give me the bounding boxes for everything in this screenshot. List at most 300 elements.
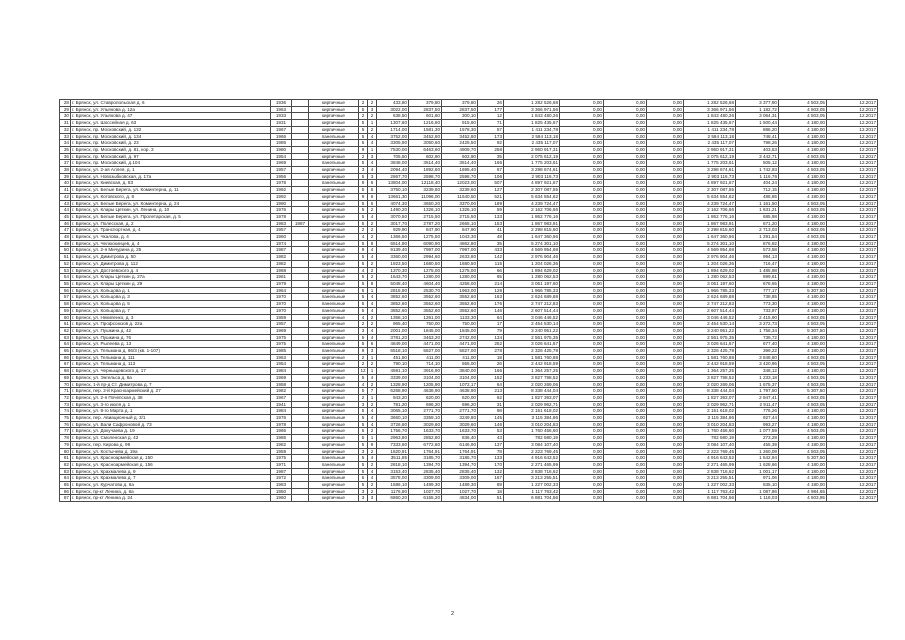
cell-residents: 53 — [478, 428, 504, 435]
cell-cost-per-sqm: 1 500,44 — [736, 120, 779, 127]
cell-cost-fund-3: 0,00 — [647, 126, 684, 133]
cell-address: г. Брянск, ул. Курчатова д. 6а — [71, 482, 271, 489]
cell-living-area: 620,00 — [409, 394, 442, 401]
cell-residential-area: 3309,00 — [442, 475, 478, 482]
cell-max-cost-per-sqm: 4 180,00 — [779, 415, 827, 422]
cell-deadline: 12.2017 — [827, 100, 878, 107]
cell-deadline: 12.2017 — [827, 280, 878, 287]
cell-floors: 2 — [359, 153, 368, 160]
cell-year-commissioned — [292, 361, 309, 368]
cell-cost-fund-3: 0,00 — [647, 348, 684, 355]
cell-entrances: 4 — [368, 160, 377, 167]
cell-floors: 5 — [359, 408, 368, 415]
cell-row-number: 39 — [60, 173, 71, 180]
cell-max-cost-per-sqm: 4 180,00 — [779, 120, 827, 127]
cell-cost-fund-2: 0,00 — [604, 267, 647, 274]
cell-floors: 5 — [359, 173, 368, 180]
cell-row-number: 86 — [60, 488, 71, 495]
table-row — [60, 173, 878, 180]
table-row — [60, 247, 878, 254]
cell-year-built: 1978 — [271, 213, 292, 220]
cell-wall-material: кирпичные — [309, 126, 359, 133]
cell-residents: 31 — [478, 401, 504, 408]
cell-cost-per-sqm: 1 631,21 — [736, 207, 779, 214]
cell-residents: 65 — [478, 274, 504, 281]
cell-wall-material: панельные — [309, 475, 359, 482]
cell-cost-per-sqm: 1 628,66 — [736, 461, 779, 468]
cell-cost-fund-1: 0,00 — [560, 334, 604, 341]
cell-year-commissioned — [292, 227, 309, 234]
table-row — [60, 455, 878, 462]
cell-entrances: 2 — [368, 260, 377, 267]
cell-total-area: 6514,90 — [377, 240, 409, 247]
cell-year-built: 1972 — [271, 475, 292, 482]
cell-address: г. Брянск, пр. Московский, д.104 — [71, 160, 271, 167]
cell-total-area: 2094,40 — [377, 167, 409, 174]
cell-floors: 5 — [359, 307, 368, 314]
cell-year-commissioned — [292, 247, 309, 254]
cell-floors: 4 — [359, 234, 368, 241]
cell-cost-fund-3: 0,00 — [647, 153, 684, 160]
cell-entrances: 8 — [368, 280, 377, 287]
cell-max-cost-per-sqm: 4 503,05 — [779, 394, 827, 401]
table-row — [60, 267, 878, 274]
cell-cost-owners: 782 580,19 — [684, 435, 736, 442]
cell-entrances: 5 — [368, 200, 377, 207]
cell-wall-material: кирпичные — [309, 247, 359, 254]
cell-year-built: 1984 — [271, 408, 292, 415]
cell-cost-fund-2: 0,00 — [604, 448, 647, 455]
cell-row-number: 68 — [60, 368, 71, 375]
cell-year-built: 1992 — [271, 187, 292, 194]
cell-year-built: 1969 — [271, 160, 292, 167]
cell-total-area: 3752,00 — [377, 133, 409, 140]
cell-wall-material: кирпичные — [309, 153, 359, 160]
cell-year-commissioned — [292, 146, 309, 153]
cell-wall-material: кирпичные — [309, 193, 359, 200]
cell-residents: 64 — [478, 381, 504, 388]
cell-floors: 5 — [359, 455, 368, 462]
cell-wall-material: панельные — [309, 294, 359, 301]
cell-max-cost-per-sqm: 4 180,00 — [779, 160, 827, 167]
cell-cost-fund-1: 0,00 — [560, 301, 604, 308]
cell-residents: 189 — [478, 200, 504, 207]
cell-residents: 252 — [478, 341, 504, 348]
cell-wall-material: кирпичные — [309, 213, 359, 220]
cell-total-cost: 2 561 975,35 — [504, 334, 560, 341]
cell-year-built: 1990 — [271, 200, 292, 207]
cell-year-commissioned — [292, 401, 309, 408]
cell-address: г. Брянск, ул. Челюскинцев, д. 4 — [71, 240, 271, 247]
cell-max-cost-per-sqm: 4 180,00 — [779, 482, 827, 489]
cell-deadline: 12.2017 — [827, 287, 878, 294]
cell-wall-material: кирпичные — [309, 274, 359, 281]
cell-residential-area: 2837,50 — [442, 106, 478, 113]
cell-residents: 213 — [478, 388, 504, 395]
cell-residential-area: 4862,80 — [442, 240, 478, 247]
cell-total-area: 13804,00 — [377, 180, 409, 187]
cell-cost-owners: 2 326 425,78 — [684, 348, 736, 355]
cell-address: г. Брянск, ул. Докучаева д. 19 — [71, 428, 271, 435]
cell-max-cost-per-sqm: 4 180,00 — [779, 307, 827, 314]
cell-cost-fund-2: 0,00 — [604, 100, 647, 107]
cell-cost-fund-3: 0,00 — [647, 421, 684, 428]
cell-max-cost-per-sqm: 5 307,50 — [779, 327, 827, 334]
cell-total-area: 3360,00 — [377, 254, 409, 261]
cell-max-cost-per-sqm: 5 307,50 — [779, 287, 827, 294]
cell-cost-fund-2: 0,00 — [604, 167, 647, 174]
cell-year-commissioned — [292, 160, 309, 167]
cell-residential-area: 2742,00 — [442, 334, 478, 341]
cell-living-area: 3650,20 — [409, 200, 442, 207]
cell-cost-owners: 1 411 234,78 — [684, 126, 736, 133]
cell-cost-per-sqm: 3 442,71 — [736, 153, 779, 160]
cell-cost-fund-3: 0,00 — [647, 307, 684, 314]
cell-address: г. Брянск, ул. Тельмана д. 66/3 (кв. 1-107) — [71, 348, 271, 355]
cell-cost-fund-1: 0,00 — [560, 213, 604, 220]
cell-entrances: 2 — [368, 314, 377, 321]
cell-floors: 2 — [359, 354, 368, 361]
cell-total-cost: 2 298 815,60 — [504, 227, 560, 234]
cell-row-number: 45 — [60, 213, 71, 220]
cell-year-commissioned — [292, 448, 309, 455]
cell-living-area: 3552,60 — [409, 294, 442, 301]
cell-floors: 3 — [359, 448, 368, 455]
cell-cost-fund-2: 0,00 — [604, 153, 647, 160]
cell-cost-fund-1: 0,00 — [560, 126, 604, 133]
cell-year-built: 1978 — [271, 180, 292, 187]
cell-residents: 167 — [478, 475, 504, 482]
cell-residents: 166 — [478, 160, 504, 167]
cell-total-area: 4849,00 — [377, 341, 409, 348]
cell-residential-area: 602,90 — [442, 153, 478, 160]
cell-deadline: 12.2017 — [827, 495, 878, 502]
cell-floors: 5 — [359, 468, 368, 475]
cell-max-cost-per-sqm: 4 984,65 — [779, 488, 827, 495]
cell-residents: 176 — [478, 301, 504, 308]
cell-max-cost-per-sqm: 4 180,00 — [779, 193, 827, 200]
cell-cost-per-sqm: 739,72 — [736, 334, 779, 341]
cell-cost-fund-2: 0,00 — [604, 193, 647, 200]
cell-cost-owners: 1 867 983,91 — [684, 220, 736, 227]
cell-total-cost: 1 825 435,67 — [504, 120, 560, 127]
cell-year-commissioned — [292, 100, 309, 107]
cell-deadline: 12.2017 — [827, 341, 878, 348]
cell-entrances: 6 — [368, 180, 377, 187]
cell-cost-fund-3: 0,00 — [647, 180, 684, 187]
table-row — [60, 334, 878, 341]
cell-max-cost-per-sqm: 4 503,05 — [779, 374, 827, 381]
cell-entrances: 2 — [368, 461, 377, 468]
cell-living-area: 1633,70 — [409, 428, 442, 435]
cell-row-number: 43 — [60, 200, 71, 207]
cell-cost-per-sqm: 1 756,34 — [736, 327, 779, 334]
cell-year-commissioned — [292, 254, 309, 261]
cell-row-number: 44 — [60, 207, 71, 214]
cell-address: г. Брянск, ул. Пушкина д. 76 — [71, 334, 271, 341]
cell-cost-owners: 2 435 117,07 — [684, 140, 736, 147]
cell-wall-material: кирпичные — [309, 167, 359, 174]
cell-cost-per-sqm: 733,97 — [736, 307, 779, 314]
cell-row-number: 56 — [60, 287, 71, 294]
cell-cost-owners: 2 298 815,60 — [684, 227, 736, 234]
table-row — [60, 401, 878, 408]
cell-cost-fund-1: 0,00 — [560, 368, 604, 375]
cell-cost-fund-3: 0,00 — [647, 381, 684, 388]
cell-total-area: 929,90 — [377, 227, 409, 234]
cell-cost-owners: 5 634 554,62 — [684, 193, 736, 200]
table-row — [60, 348, 878, 355]
cell-cost-fund-2: 0,00 — [604, 455, 647, 462]
cell-wall-material: кирпичные — [309, 428, 359, 435]
cell-entrances: 2 — [368, 220, 377, 227]
cell-wall-material: кирпичные — [309, 394, 359, 401]
cell-total-cost: 2 950 917,31 — [504, 146, 560, 153]
cell-cost-fund-2: 0,00 — [604, 187, 647, 194]
cell-cost-owners: 3 298 674,61 — [684, 167, 736, 174]
cell-total-area: 781,20 — [377, 401, 409, 408]
cell-entrances: 5 — [368, 187, 377, 194]
cell-wall-material: кирпичные — [309, 495, 359, 502]
cell-max-cost-per-sqm: 4 503,05 — [779, 401, 827, 408]
cell-wall-material: кирпичные — [309, 200, 359, 207]
cell-cost-owners: 1 364 257,25 — [684, 368, 736, 375]
cell-floors: 2 — [359, 361, 368, 368]
cell-year-commissioned — [292, 167, 309, 174]
cell-residents: 214 — [478, 280, 504, 287]
cell-cost-per-sqm: 2 947,41 — [736, 394, 779, 401]
cell-residents: 133 — [478, 213, 504, 220]
cell-total-area: 1923,50 — [377, 260, 409, 267]
cell-year-built: 1980 — [271, 146, 292, 153]
cell-residential-area: 3185,70 — [442, 455, 478, 462]
cell-cost-fund-2: 0,00 — [604, 461, 647, 468]
cell-year-commissioned — [292, 260, 309, 267]
cell-total-area: 1328,90 — [377, 381, 409, 388]
cell-floors: 5 — [359, 126, 368, 133]
cell-max-cost-per-sqm: 4 503,05 — [779, 361, 827, 368]
cell-total-area: 7333,60 — [377, 441, 409, 448]
cell-max-cost-per-sqm: 4 503,05 — [779, 106, 827, 113]
cell-year-built: 1956 — [271, 173, 292, 180]
cell-living-area: 1581,30 — [409, 126, 442, 133]
table-row — [60, 435, 878, 442]
cell-total-cost: 3 115 384,86 — [504, 415, 560, 422]
cell-entrances: 4 — [368, 133, 377, 140]
cell-wall-material: кирпичные — [309, 267, 359, 274]
cell-total-area: 705,50 — [377, 153, 409, 160]
cell-floors: 9 — [359, 348, 368, 355]
cell-residents: 62 — [478, 394, 504, 401]
cell-residential-area: 4258,00 — [442, 280, 478, 287]
table-row — [60, 374, 878, 381]
cell-cost-fund-1: 0,00 — [560, 207, 604, 214]
cell-deadline: 12.2017 — [827, 421, 878, 428]
cell-cost-fund-1: 0,00 — [560, 247, 604, 254]
cell-living-area: 6463,60 — [409, 146, 442, 153]
cell-wall-material: кирпичные — [309, 381, 359, 388]
cell-year-built: 1976 — [271, 207, 292, 214]
cell-cost-fund-1: 0,00 — [560, 388, 604, 395]
cell-entrances: 4 — [368, 167, 377, 174]
cell-cost-fund-3: 0,00 — [647, 368, 684, 375]
cell-max-cost-per-sqm: 5 307,50 — [779, 455, 827, 462]
cell-cost-fund-1: 0,00 — [560, 120, 604, 127]
cell-wall-material: панельные — [309, 133, 359, 140]
cell-floors: 5 — [359, 274, 368, 281]
cell-entrances: 2 — [368, 100, 377, 107]
cell-total-cost: 2 326 425,78 — [504, 348, 560, 355]
cell-cost-fund-2: 0,00 — [604, 106, 647, 113]
cell-living-area: 3359,10 — [409, 415, 442, 422]
cell-address: г. Брянск, пр-кт Ленина д. 24 — [71, 495, 271, 502]
cell-total-cost: 2 747 212,83 — [504, 301, 560, 308]
cell-max-cost-per-sqm: 4 503,05 — [779, 354, 827, 361]
cell-cost-fund-1: 0,00 — [560, 314, 604, 321]
cell-total-area: 13661,30 — [377, 193, 409, 200]
cell-wall-material: кирпичные — [309, 435, 359, 442]
cell-living-area: 1489,30 — [409, 482, 442, 489]
cell-total-area: 3070,50 — [377, 213, 409, 220]
cell-deadline: 12.2017 — [827, 140, 878, 147]
cell-address: г. Брянск, ул. 8-го Марта д. 1 — [71, 408, 271, 415]
cell-year-built: 1975 — [271, 341, 292, 348]
cell-total-area: 2818,10 — [377, 461, 409, 468]
cell-year-commissioned — [292, 140, 309, 147]
cell-deadline: 12.2017 — [827, 106, 878, 113]
cell-floors: 5 — [359, 341, 368, 348]
cell-year-built: 1966 — [271, 133, 292, 140]
cell-entrances: 4 — [368, 374, 377, 381]
cell-floors: 5 — [359, 254, 368, 261]
cell-cost-fund-2: 0,00 — [604, 321, 647, 328]
cell-year-built: 1984 — [271, 368, 292, 375]
cell-cost-fund-3: 0,00 — [647, 294, 684, 301]
table-row — [60, 482, 878, 489]
table-row — [60, 213, 878, 220]
cell-cost-owners: 2 624 689,88 — [684, 294, 736, 301]
page-number: 2 — [450, 611, 455, 617]
cell-year-commissioned — [292, 495, 309, 502]
cell-total-cost: 1 966 785,33 — [504, 287, 560, 294]
cell-floors: 5 — [359, 435, 368, 442]
cell-cost-owners: 1 647 360,66 — [684, 234, 736, 241]
cell-cost-fund-3: 0,00 — [647, 361, 684, 368]
cell-year-commissioned — [292, 234, 309, 241]
cell-cost-fund-1: 0,00 — [560, 475, 604, 482]
cell-address: г. Брянск, пер. 2-й Красноармейский д. 27 — [71, 388, 271, 395]
cell-address: г. Брянск, ул. Тельмана д. 113 — [71, 361, 271, 368]
cell-floors: 2 — [359, 321, 368, 328]
cell-residents: 507 — [478, 180, 504, 187]
table-row — [60, 280, 878, 287]
cell-cost-fund-3: 0,00 — [647, 234, 684, 241]
cell-residential-area: 696,20 — [442, 401, 478, 408]
cell-cost-fund-3: 0,00 — [647, 334, 684, 341]
cell-floors: 5 — [359, 280, 368, 287]
cell-cost-fund-2: 0,00 — [604, 314, 647, 321]
cell-cost-fund-1: 0,00 — [560, 428, 604, 435]
cell-total-cost: 4 916 643,52 — [504, 455, 560, 462]
cell-cost-fund-2: 0,00 — [604, 126, 647, 133]
cell-cost-per-sqm: 716,47 — [736, 260, 779, 267]
cell-wall-material: кирпичные — [309, 287, 359, 294]
cell-entrances: 4 — [368, 254, 377, 261]
cell-year-built: 1970 — [271, 307, 292, 314]
cell-cost-owners: 3 827 798,52 — [684, 374, 736, 381]
cell-row-number: 53 — [60, 267, 71, 274]
cell-cost-fund-1: 0,00 — [560, 488, 604, 495]
cell-address: г. Брянск, пр. Московский, д. 81, кор. 3 — [71, 146, 271, 153]
cell-year-commissioned — [292, 307, 309, 314]
cell-cost-fund-3: 0,00 — [647, 100, 684, 107]
cell-deadline: 12.2017 — [827, 348, 878, 355]
cell-address: г. Брянск, ул. Кольцова д. 3 — [71, 294, 271, 301]
cell-residential-area: 12023,00 — [442, 180, 478, 187]
cell-living-area: 2852,80 — [409, 435, 442, 442]
cell-cost-fund-1: 0,00 — [560, 193, 604, 200]
cell-address: г. Брянск, пр. Московский, д. 97 — [71, 153, 271, 160]
cell-cost-per-sqm: 3 377,90 — [736, 100, 779, 107]
table-row — [60, 415, 878, 422]
table-row — [60, 441, 878, 448]
cell-total-area: 3022,00 — [377, 106, 409, 113]
cell-row-number: 55 — [60, 280, 71, 287]
cell-row-number: 82 — [60, 461, 71, 468]
cell-total-area: 965,40 — [377, 321, 409, 328]
cell-max-cost-per-sqm: 4 180,00 — [779, 220, 827, 227]
cell-total-cost: 2 442 918,59 — [504, 361, 560, 368]
cell-year-commissioned — [292, 441, 309, 448]
cell-cost-per-sqm: 1 485,98 — [736, 267, 779, 274]
cell-cost-fund-3: 0,00 — [647, 187, 684, 194]
cell-total-cost: 2 903 116,73 — [504, 173, 560, 180]
cell-entrances: 6 — [368, 341, 377, 348]
cell-address: г. Брянск, ул. 2-я Почепская д. 38 — [71, 394, 271, 401]
cell-living-area: 2837,50 — [409, 106, 442, 113]
cell-residential-area: 3370,00 — [442, 200, 478, 207]
cell-year-commissioned — [292, 428, 309, 435]
cell-wall-material: кирпичные — [309, 361, 359, 368]
cell-cost-owners: 5 274 301,10 — [684, 240, 736, 247]
cell-floors: 2 — [359, 227, 368, 234]
cell-year-commissioned — [292, 213, 309, 220]
cell-cost-owners: 6 881 704,56 — [684, 495, 736, 502]
cell-cost-owners: 3 213 255,51 — [684, 475, 736, 482]
cell-cost-fund-3: 0,00 — [647, 287, 684, 294]
cell-residential-area: 1578,30 — [442, 126, 478, 133]
cell-living-area: 3050,60 — [409, 140, 442, 147]
cell-row-number: 76 — [60, 421, 71, 428]
cell-cost-per-sqm: 899,61 — [736, 274, 779, 281]
cell-total-cost: 4 569 954,68 — [504, 247, 560, 254]
cell-max-cost-per-sqm: 4 180,00 — [779, 435, 827, 442]
cell-total-cost: 3 240 951,22 — [504, 327, 560, 334]
cell-total-area: 9139,40 — [377, 247, 409, 254]
cell-year-commissioned — [292, 388, 309, 395]
cell-cost-fund-1: 0,00 — [560, 455, 604, 462]
cell-floors: 5 — [359, 294, 368, 301]
cell-cost-per-sqm: 994,13 — [736, 254, 779, 261]
cell-total-cost: 2 151 618,02 — [504, 408, 560, 415]
cell-cost-fund-1: 0,00 — [560, 167, 604, 174]
cell-year-built: 1959 — [271, 448, 292, 455]
cell-address: г. Брянск, ул. Клары Цеткин д. 27а — [71, 274, 271, 281]
cell-wall-material: кирпичные — [309, 482, 359, 489]
cell-wall-material: кирпичные — [309, 227, 359, 234]
cell-residential-area: 3552,60 — [442, 294, 478, 301]
cell-year-built: 1960 — [271, 495, 292, 502]
